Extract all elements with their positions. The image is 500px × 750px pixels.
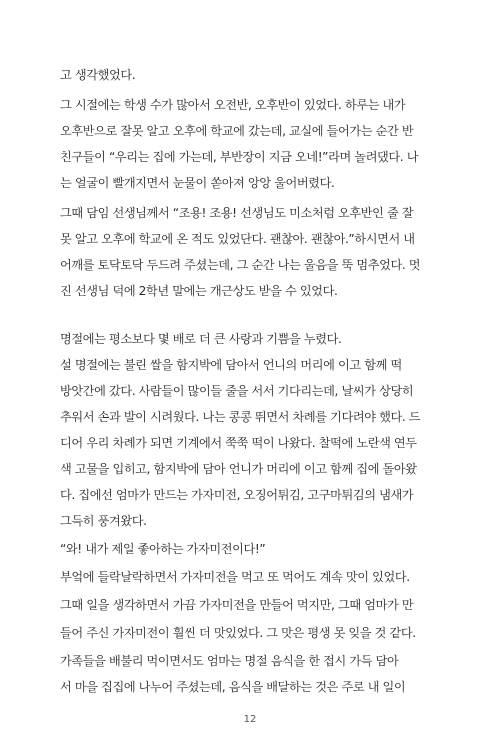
text-line: 색 고물을 입히고, 함지박에 담아 언니가 머리에 이고 함께 집에 돌아왔 bbox=[60, 462, 417, 476]
text-line: 들어 주신 가자미전이 훨씬 더 맛있었다. 그 맛은 평생 못 잊을 것 같다. bbox=[60, 626, 416, 640]
text-line: 그 시절에는 학생 수가 많아서 오전반, 오후반이 있었다. 하루는 내가 bbox=[60, 98, 406, 112]
text-line: 진 선생님 덕에 2학년 말에는 개근상도 받을 수 있었다. bbox=[60, 284, 338, 298]
text-line: 오후반으로 잘못 알고 오후에 학교에 갔는데, 교실에 들어가는 순간 반 bbox=[60, 124, 414, 138]
text-line: 부엌에 들락날락하면서 가자미전을 먹고 또 먹어도 계속 맛이 있었다. bbox=[60, 570, 410, 584]
text-line: 추워서 손과 발이 시려웠다. 나는 콩콩 뛰면서 차례를 기다려야 했다. 드 bbox=[60, 410, 421, 424]
text-line: 어깨를 토닥토닥 두드려 주셨는데, 그 순간 나는 울음을 뚝 멈추었다. 멋 bbox=[60, 258, 421, 272]
text-line: 다. 집에선 엄마가 만드는 가자미전, 오징어튀김, 고구마튀김의 냄새가 bbox=[60, 488, 414, 502]
text-line: 그때 일을 생각하면서 가끔 가자미전을 만들어 먹지만, 그때 엄마가 만 bbox=[60, 598, 414, 612]
text-line: 설 명절에는 불린 쌀을 함지박에 담아서 언니의 머리에 이고 함께 떡 bbox=[60, 358, 402, 372]
text-line: 못 알고 오후에 학교에 온 적도 있었단다. 괜찮아. 괜찮아.”하시면서 내 bbox=[60, 232, 415, 246]
text-line: 그득히 풍겨왔다. bbox=[60, 514, 147, 528]
text-line: 명절에는 평소보다 몇 배로 더 큰 사랑과 기쁨을 누렸다. bbox=[60, 332, 342, 346]
text-line: 방앗간에 갔다. 사람들이 많이들 줄을 서서 기다리는데, 날씨가 상당히 bbox=[60, 384, 414, 398]
text-line: 고 생각했었다. bbox=[60, 68, 136, 82]
text-line: 디어 우리 차례가 되면 기계에서 쭉쭉 떡이 나왔다. 찰떡에 노란색 연두 bbox=[60, 436, 417, 450]
text-line: 서 마을 집집에 나누어 주셨는데, 음식을 배달하는 것은 주로 내 일이 bbox=[60, 680, 406, 694]
text-line: “와! 내가 제일 좋아하는 가자미전이다!” bbox=[60, 542, 266, 556]
text-line: 가족들을 배불리 먹이면서도 엄마는 명절 음식을 한 접시 가득 담아 bbox=[60, 654, 399, 668]
page-number: 12 bbox=[243, 714, 257, 725]
text-line: 그때 담임 선생님께서 “조용! 조용! 선생님도 미소처럼 오후반인 줄 잘 bbox=[60, 206, 414, 220]
text-line: 친구들이 “우리는 집에 가는데, 부반장이 지금 오네!”라며 놀려댔다. 나 bbox=[60, 150, 419, 164]
text-line: 는 얼굴이 빨개지면서 눈물이 쏟아져 앙앙 울어버렸다. bbox=[60, 176, 335, 190]
